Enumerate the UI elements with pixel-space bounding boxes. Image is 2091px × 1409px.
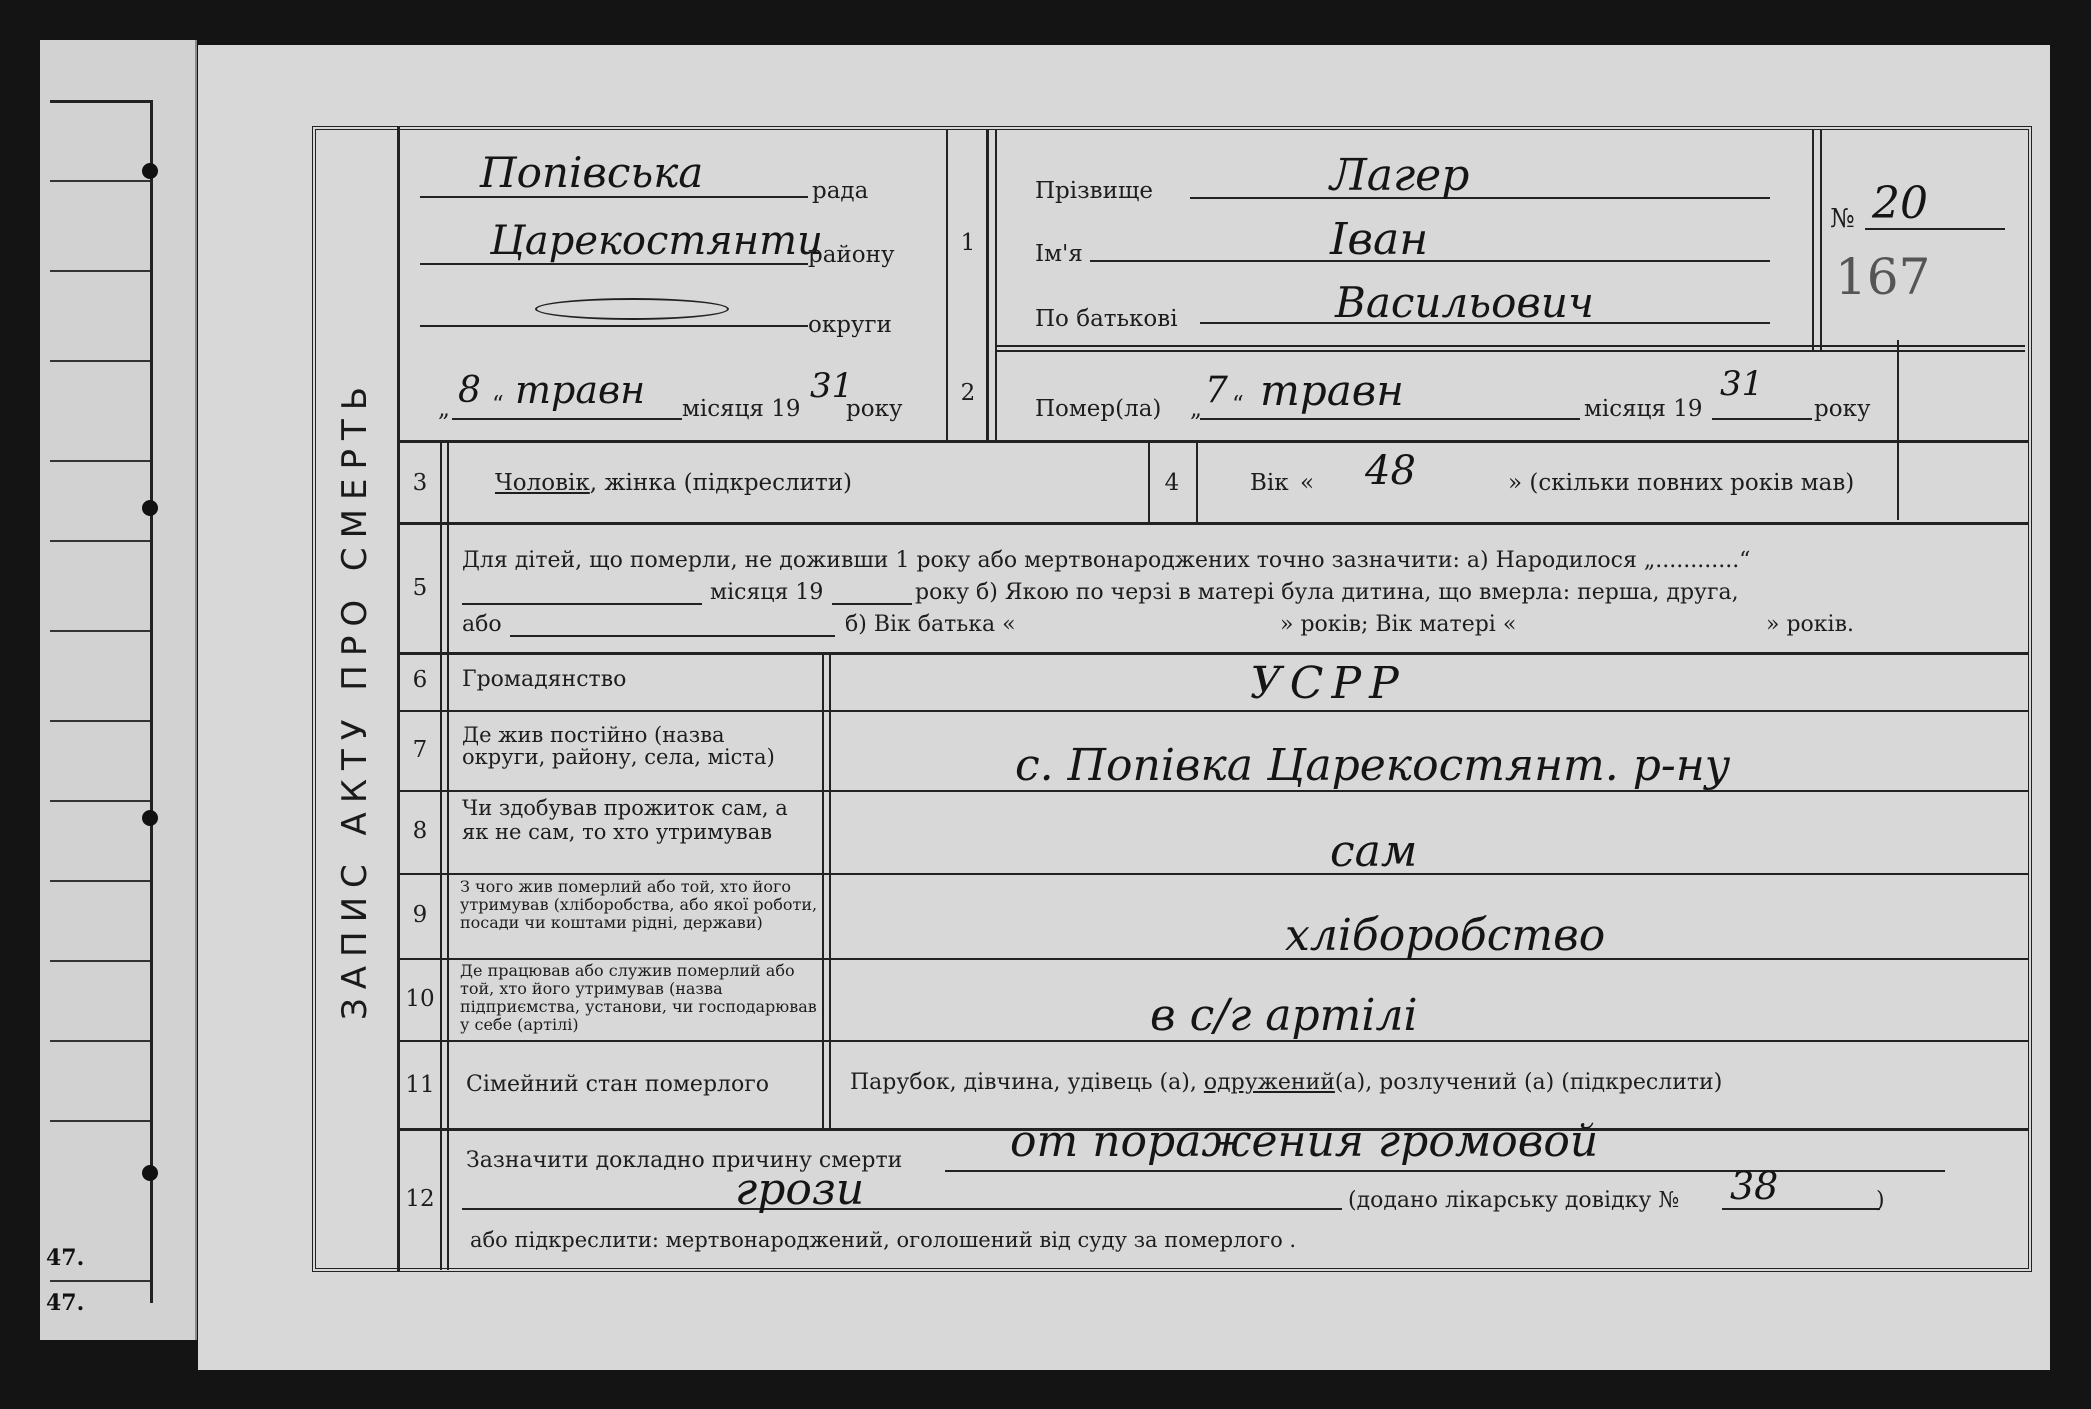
cause-value-2: грози (735, 1164, 865, 1215)
grid-line (1196, 440, 1198, 522)
livelihood-label: Чи здобував прожиток сам, а як не сам, то хто утримував (462, 796, 788, 844)
quote-mark: “ (1232, 392, 1244, 418)
row-number: 12 (405, 1186, 435, 1212)
children-month-label: місяця 19 (710, 580, 824, 605)
record-month: травн (515, 368, 646, 412)
left-page-rule (50, 720, 150, 722)
okrug-label: округи (808, 312, 892, 338)
record-number-label: № (1830, 204, 1855, 234)
marital-options-a: Парубок, дівчина, удівець (а), (850, 1070, 1197, 1095)
children-line-2: року б) Якою по черзі в матері була дитина, що вмерла: перша, друга, (915, 580, 1739, 605)
marital-options (850, 1070, 1722, 1095)
row-number: 6 (412, 667, 428, 693)
rayon-label: району (808, 242, 895, 268)
grid-line (829, 652, 831, 1128)
record-year-label: року (846, 396, 903, 422)
quote-mark: „ (1190, 396, 1202, 422)
left-page-rule (50, 800, 150, 802)
died-month-label: місяця 19 (1584, 396, 1703, 422)
record-year: 31 (810, 366, 854, 406)
row-number: 3 (412, 470, 428, 496)
marital-married-underlined: одружений (1203, 1070, 1335, 1095)
rada-label: рада (812, 178, 869, 204)
field-line (510, 635, 835, 637)
workplace-value: в с/г артілі (1150, 990, 1418, 1041)
certificate-label: (додано лікарську довідку № (1348, 1188, 1680, 1213)
grid-line (822, 652, 824, 1128)
grid-line (400, 710, 2028, 712)
grid-line (995, 130, 997, 440)
sex-field (495, 470, 852, 496)
stillborn-note: або підкреслити: мертвонароджений, оголошений від суду за померлого . (470, 1228, 1297, 1252)
binding-hole (142, 500, 158, 516)
cause-label: Зазначити докладно причину смерти (466, 1148, 903, 1173)
children-mother-age: » років; Вік матері « (1280, 612, 1517, 637)
grid-line (447, 440, 449, 1270)
citizenship-label: Громадянство (462, 667, 627, 692)
binding-hole (142, 810, 158, 826)
rayon-value: Царекостянти (490, 218, 823, 264)
died-label: Помер(ла) (1035, 396, 1162, 422)
died-month: травн (1260, 366, 1404, 415)
grid-line (1820, 130, 1822, 350)
field-line (1865, 228, 2005, 230)
grid-line (400, 522, 2028, 525)
left-page-table-edge (50, 100, 153, 1303)
age-value: 48 (1365, 448, 1416, 494)
row-number: 2 (960, 380, 976, 406)
form-title-column (312, 126, 400, 1272)
row-number: 7 (412, 737, 428, 763)
first-name-label: Ім'я (1035, 241, 1083, 267)
grid-line (1812, 130, 1814, 350)
died-day: 7 (1205, 370, 1228, 411)
died-year: 31 (1720, 364, 1764, 404)
sex-male-underlined: Чоловік (495, 470, 590, 496)
left-page-rule (50, 270, 150, 272)
grid-line (400, 440, 2028, 443)
row-number: 10 (405, 986, 435, 1012)
field-line (452, 418, 682, 420)
field-line (1090, 260, 1770, 262)
left-page-number: 47. (46, 1290, 85, 1316)
surname-label: Прізвище (1035, 178, 1153, 204)
left-page-rule (50, 880, 150, 882)
record-number-extra: 167 (1835, 248, 1931, 306)
first-name-value: Іван (1330, 214, 1429, 265)
grid-line (1897, 340, 1899, 520)
death-record-form (312, 126, 2032, 1272)
residence-label: Де жив постійно (назва округи, району, села, міста) (462, 723, 775, 769)
patronymic-value: Васильович (1335, 278, 1594, 327)
grid-line (400, 652, 2028, 655)
age-open-quote: « (1300, 470, 1315, 496)
cause-value-1: от поражения громовой (1010, 1116, 1599, 1167)
field-line (420, 325, 808, 327)
left-page-rule (50, 360, 150, 362)
children-or-label: або (462, 612, 502, 637)
left-page-rule (50, 540, 150, 542)
occupation-label: З чого жив померлий або той, хто його утримував (хліборобства, або якої роботи, посади чи коштами рідні, держави) (460, 877, 818, 932)
surname-value: Лагер (1330, 150, 1470, 201)
children-line-1: Для дітей, що померли, не доживши 1 року або мертвонароджених точно зазначити: а) Народилося „............“ (462, 548, 1751, 573)
okrug-dash-mark (535, 298, 729, 320)
children-years-end: » років. (1766, 612, 1854, 637)
left-page-number: 47. (46, 1245, 85, 1271)
left-page-rule (50, 1280, 150, 1282)
row-number: 5 (412, 575, 428, 601)
field-line (462, 603, 702, 605)
grid-line (1148, 440, 1150, 522)
children-father-age: б) Вік батька « (845, 612, 1016, 637)
row-number: 9 (412, 902, 428, 928)
age-suffix: » (скільки повних років мав) (1508, 470, 1855, 496)
grid-line (995, 350, 2025, 352)
left-page-rule (50, 460, 150, 462)
binding-hole (142, 163, 158, 179)
grid-line (995, 345, 2025, 347)
field-line (462, 1208, 1342, 1210)
binding-hole (142, 1165, 158, 1181)
died-year-label: року (1814, 396, 1871, 422)
left-page-rule (50, 630, 150, 632)
left-page-rule (50, 180, 150, 182)
marital-options-b: (а), розлучений (а) (підкреслити) (1334, 1070, 1723, 1095)
record-month-label: місяця 19 (682, 396, 801, 422)
residence-value: с. Попівка Царекостянт. р-ну (1015, 740, 1731, 791)
rada-value: Попівська (480, 148, 704, 197)
row-number: 11 (405, 1072, 435, 1098)
grid-line (440, 440, 442, 1270)
patronymic-label: По батькові (1035, 306, 1178, 332)
marital-label: Сімейний стан померлого (466, 1072, 770, 1097)
left-facing-page (40, 40, 197, 1340)
certificate-number: 38 (1730, 1164, 1779, 1208)
field-line (1200, 418, 1580, 420)
form-title: ЗАПИС АКТУ ПРО СМЕРТЬ (334, 377, 375, 1021)
row-number: 8 (412, 818, 428, 844)
grid-line (400, 958, 2028, 960)
field-line (1190, 197, 1770, 199)
quote-mark: „ (438, 396, 450, 422)
left-page-rule (50, 1040, 150, 1042)
row-number: 4 (1164, 470, 1180, 496)
record-day: 8 (458, 370, 481, 411)
field-line (1712, 418, 1812, 420)
row-number: 1 (960, 230, 976, 256)
left-page-rule (50, 960, 150, 962)
field-line (832, 603, 912, 605)
grid-line (400, 873, 2028, 875)
field-line (420, 263, 808, 265)
sex-options: , жінка (підкреслити) (589, 470, 853, 496)
occupation-value: хліборобство (1285, 910, 1606, 961)
workplace-label: Де працював або служив померлий або той, хто його утримував (назва підприємства, установи, чи господарював у себе (артілі) (460, 961, 817, 1034)
citizenship-value: УСРР (1250, 658, 1407, 709)
left-page-rule (50, 1120, 150, 1122)
field-line (945, 1170, 1945, 1172)
field-line (420, 196, 808, 198)
certificate-close: ) (1876, 1188, 1885, 1213)
age-label: Вік (1250, 470, 1289, 496)
quote-mark: “ (492, 392, 504, 418)
field-line (1722, 1208, 1880, 1210)
livelihood-value: сам (1330, 826, 1418, 877)
record-number-value: 20 (1872, 178, 1928, 229)
